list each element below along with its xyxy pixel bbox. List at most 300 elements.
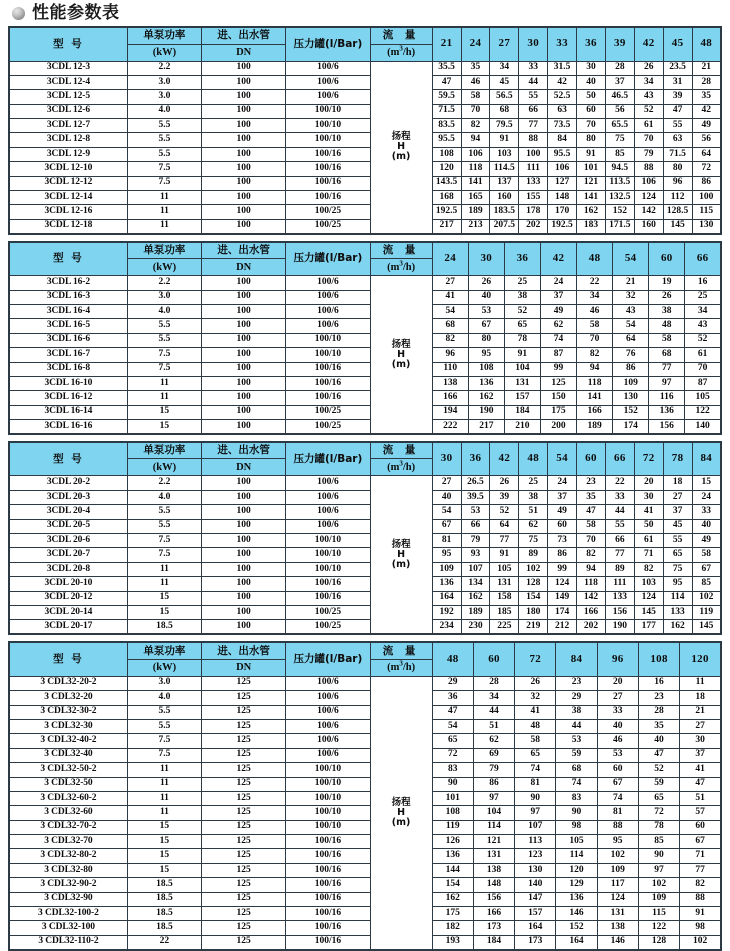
- tables-container: [0, 26, 730, 951]
- cell-head-value: 141: [461, 176, 490, 190]
- cell-dn: 125: [202, 705, 286, 719]
- cell-head-value: 71: [634, 548, 663, 562]
- cell-head-value: 44: [556, 719, 597, 733]
- col-header-tank: 压力罐(l/Bar): [286, 442, 370, 476]
- cell-head-value: 68: [490, 104, 519, 118]
- table-row: [9, 333, 721, 347]
- cell-model: 3CDL 20-4: [9, 505, 127, 519]
- cell-head-value: 44: [519, 75, 548, 89]
- cell-dn: 125: [202, 676, 286, 690]
- cell-power: 5.5: [127, 519, 201, 533]
- cell-head-value: 62: [540, 319, 576, 333]
- cell-head-value: 103: [490, 147, 519, 161]
- cell-dn: 125: [202, 791, 286, 805]
- cell-head-value: 50: [634, 519, 663, 533]
- table-row: [9, 935, 721, 949]
- table-row: [9, 777, 721, 791]
- cell-head-value: 164: [515, 921, 556, 935]
- cell-head-value: 82: [432, 333, 468, 347]
- col-header-pipe: 进、出水管: [202, 442, 286, 459]
- cell-head-value: 82: [577, 348, 613, 362]
- flow-rate-header-48: 48: [432, 642, 473, 676]
- cell-head-value: 55: [663, 534, 692, 548]
- table-row: [9, 519, 721, 533]
- cell-head-value: 175: [540, 405, 576, 419]
- cell-head-value: 67: [692, 562, 721, 576]
- cell-head-value: 110: [432, 362, 468, 376]
- cell-power: 7.5: [127, 534, 201, 548]
- cell-head-value: 174: [548, 606, 577, 620]
- cell-model: 3 CDL32-80: [9, 863, 127, 877]
- flow-rate-header-48: 48: [577, 242, 613, 276]
- cell-head-value: 41: [432, 290, 468, 304]
- cell-head-value: 95.5: [432, 133, 461, 147]
- cell-head-value: 133: [519, 176, 548, 190]
- cell-power: 2.2: [127, 476, 201, 490]
- cell-dn: 125: [202, 734, 286, 748]
- cell-head-axis-label: 扬程 H (m): [370, 61, 432, 234]
- cell-tank: 100/16: [286, 935, 370, 949]
- cell-tank: 100/6: [286, 75, 370, 89]
- cell-head-value: 35: [461, 61, 490, 75]
- cell-tank: 100/6: [286, 734, 370, 748]
- table-row: [9, 691, 721, 705]
- col-header-pipe: 进、出水管: [202, 242, 286, 259]
- cell-head-value: 130: [613, 391, 649, 405]
- cell-head-value: 84: [548, 133, 577, 147]
- cell-power: 15: [127, 849, 201, 863]
- cell-model: 3CDL 12-16: [9, 205, 127, 219]
- cell-head-value: 145: [692, 620, 721, 634]
- cell-dn: 100: [202, 276, 286, 290]
- cell-head-value: 115: [638, 907, 679, 921]
- cell-head-value: 162: [577, 205, 606, 219]
- cell-head-value: 136: [432, 849, 473, 863]
- cell-model: 3CDL 20-5: [9, 519, 127, 533]
- table-row: [9, 606, 721, 620]
- cell-head-value: 40: [468, 290, 504, 304]
- cell-dn: 100: [202, 176, 286, 190]
- table-row: [9, 562, 721, 576]
- cell-head-value: 77: [490, 534, 519, 548]
- cell-head-value: 154: [432, 878, 473, 892]
- cell-head-value: 94: [461, 133, 490, 147]
- cell-head-value: 97: [515, 806, 556, 820]
- cell-head-value: 113.5: [605, 176, 634, 190]
- cell-head-value: 95: [663, 577, 692, 591]
- cell-power: 11: [127, 191, 201, 205]
- cell-head-value: 127: [548, 176, 577, 190]
- cell-head-value: 189: [461, 606, 490, 620]
- flow-rate-header-108: 108: [638, 642, 679, 676]
- cell-head-value: 38: [504, 290, 540, 304]
- cell-dn: 100: [202, 420, 286, 434]
- cell-head-value: 122: [638, 921, 679, 935]
- cell-model: 3 CDL32-110-2: [9, 935, 127, 949]
- cell-head-value: 170: [548, 205, 577, 219]
- cell-head-value: 37: [605, 75, 634, 89]
- cell-head-value: 164: [556, 935, 597, 949]
- cell-tank: 100/10: [286, 133, 370, 147]
- cell-head-value: 96: [432, 348, 468, 362]
- cell-head-value: 74: [515, 763, 556, 777]
- cell-head-value: 138: [597, 921, 638, 935]
- flow-rate-header-24: 24: [461, 27, 490, 61]
- col-header-power: 单泵功率: [127, 242, 201, 259]
- cell-head-value: 91: [490, 548, 519, 562]
- cell-tank: 100/25: [286, 606, 370, 620]
- cell-head-value: 109: [613, 376, 649, 390]
- cell-head-value: 166: [577, 606, 606, 620]
- table-row: [9, 748, 721, 762]
- cell-model: 3CDL 20-14: [9, 606, 127, 620]
- cell-head-value: 23: [577, 476, 606, 490]
- table-header-row-primary: [9, 242, 721, 259]
- cell-head-value: 123: [515, 849, 556, 863]
- cell-head-value: 190: [468, 405, 504, 419]
- cell-head-value: 152: [556, 921, 597, 935]
- cell-head-value: 213: [461, 219, 490, 233]
- cell-model: 3 CDL32-90: [9, 892, 127, 906]
- cell-model: 3CDL 12-18: [9, 219, 127, 233]
- col-header-tank: 压力罐(l/Bar): [286, 27, 370, 61]
- cell-model: 3 CDL32-30: [9, 719, 127, 733]
- cell-head-value: 34: [490, 61, 519, 75]
- cell-power: 11: [127, 791, 201, 805]
- cell-head-value: 82: [680, 878, 721, 892]
- cell-head-value: 111: [519, 162, 548, 176]
- cell-head-value: 83.5: [432, 119, 461, 133]
- spec-table-block: [0, 641, 730, 950]
- cell-head-value: 140: [685, 420, 721, 434]
- flow-rate-header-36: 36: [461, 442, 490, 476]
- cell-head-value: 85: [605, 147, 634, 161]
- cell-tank: 100/6: [286, 676, 370, 690]
- cell-head-value: 58: [461, 90, 490, 104]
- cell-head-value: 149: [548, 591, 577, 605]
- cell-head-value: 88: [519, 133, 548, 147]
- cell-head-value: 71: [680, 849, 721, 863]
- cell-head-value: 115: [692, 205, 721, 219]
- cell-head-value: 91: [504, 348, 540, 362]
- cell-head-value: 230: [461, 620, 490, 634]
- cell-head-axis-label: 扬程 H (m): [370, 476, 432, 634]
- cell-head-value: 166: [432, 391, 468, 405]
- cell-model: 3 CDL32-20-2: [9, 676, 127, 690]
- cell-head-value: 20: [634, 476, 663, 490]
- cell-head-value: 131: [490, 577, 519, 591]
- cell-head-value: 118: [577, 376, 613, 390]
- cell-head-value: 207.5: [490, 219, 519, 233]
- cell-head-value: 42: [692, 104, 721, 118]
- cell-head-value: 73: [548, 534, 577, 548]
- col-header-power: 单泵功率: [127, 27, 201, 44]
- cell-tank: 100/6: [286, 705, 370, 719]
- cell-head-value: 32: [515, 691, 556, 705]
- cell-head-value: 66: [519, 104, 548, 118]
- cell-head-value: 160: [634, 219, 663, 233]
- cell-tank: 100/16: [286, 878, 370, 892]
- cell-dn: 125: [202, 935, 286, 949]
- cell-head-value: 217: [468, 420, 504, 434]
- cell-power: 15: [127, 835, 201, 849]
- cell-power: 5.5: [127, 133, 201, 147]
- cell-tank: 100/16: [286, 577, 370, 591]
- cell-head-value: 94.5: [605, 162, 634, 176]
- cell-head-value: 79.5: [490, 119, 519, 133]
- cell-head-value: 85: [692, 577, 721, 591]
- cell-head-value: 61: [685, 348, 721, 362]
- table-row: [9, 205, 721, 219]
- cell-model: 3CDL 16-3: [9, 290, 127, 304]
- cell-power: 11: [127, 391, 201, 405]
- cell-head-value: 168: [432, 191, 461, 205]
- cell-head-value: 37: [663, 505, 692, 519]
- cell-head-value: 43: [634, 90, 663, 104]
- cell-head-value: 118: [461, 162, 490, 176]
- cell-head-value: 65: [432, 734, 473, 748]
- cell-power: 5.5: [127, 505, 201, 519]
- cell-model: 3CDL 20-6: [9, 534, 127, 548]
- cell-head-value: 106: [548, 162, 577, 176]
- cell-head-value: 105: [556, 835, 597, 849]
- cell-head-value: 45: [490, 75, 519, 89]
- flow-rate-header-96: 96: [597, 642, 638, 676]
- cell-head-value: 171.5: [605, 219, 634, 233]
- cell-head-value: 51: [519, 505, 548, 519]
- cell-head-value: 189: [461, 205, 490, 219]
- cell-head-value: 132.5: [605, 191, 634, 205]
- cell-dn: 125: [202, 691, 286, 705]
- cell-model: 3CDL 16-7: [9, 348, 127, 362]
- cell-tank: 100/6: [286, 519, 370, 533]
- cell-head-value: 166: [577, 405, 613, 419]
- cell-head-value: 118: [577, 577, 606, 591]
- cell-dn: 100: [202, 519, 286, 533]
- cell-dn: 125: [202, 921, 286, 935]
- cell-head-value: 63: [548, 104, 577, 118]
- flow-rate-header-27: 27: [490, 27, 519, 61]
- cell-head-value: 122: [685, 405, 721, 419]
- cell-head-value: 120: [556, 863, 597, 877]
- cell-head-value: 46: [461, 75, 490, 89]
- cell-head-value: 200: [540, 420, 576, 434]
- cell-tank: 100/10: [286, 348, 370, 362]
- cell-head-value: 68: [556, 763, 597, 777]
- table-row: [9, 376, 721, 390]
- cell-head-value: 194: [432, 405, 468, 419]
- cell-model: 3 CDL32-60-2: [9, 791, 127, 805]
- cell-tank: 100/16: [286, 162, 370, 176]
- cell-head-value: 101: [432, 791, 473, 805]
- cell-head-value: 102: [680, 935, 721, 949]
- cell-model: 3CDL 16-4: [9, 304, 127, 318]
- cell-head-value: 112: [663, 191, 692, 205]
- cell-head-value: 28: [638, 705, 679, 719]
- cell-head-value: 70: [461, 104, 490, 118]
- cell-head-value: 41: [634, 505, 663, 519]
- table-row: [9, 420, 721, 434]
- cell-model: 3CDL 20-17: [9, 620, 127, 634]
- cell-tank: 100/16: [286, 376, 370, 390]
- cell-power: 11: [127, 219, 201, 233]
- cell-head-value: 210: [504, 420, 540, 434]
- sphere-bullet-icon: [12, 7, 25, 20]
- cell-power: 18.5: [127, 921, 201, 935]
- flow-rate-header-24: 24: [432, 242, 468, 276]
- cell-dn: 125: [202, 849, 286, 863]
- cell-tank: 100/10: [286, 763, 370, 777]
- cell-head-value: 202: [577, 620, 606, 634]
- cell-head-value: 86: [692, 176, 721, 190]
- cell-dn: 100: [202, 505, 286, 519]
- flow-rate-header-72: 72: [634, 442, 663, 476]
- cell-tank: 100/6: [286, 90, 370, 104]
- cell-head-value: 34: [473, 691, 514, 705]
- cell-head-value: 49: [548, 505, 577, 519]
- cell-head-value: 47: [432, 705, 473, 719]
- cell-head-value: 97: [649, 376, 685, 390]
- cell-head-value: 109: [638, 892, 679, 906]
- cell-head-value: 31.5: [548, 61, 577, 75]
- cell-tank: 100/6: [286, 691, 370, 705]
- col-header-flow: 流 量: [370, 442, 432, 459]
- table-row: [9, 276, 721, 290]
- cell-head-value: 113: [515, 835, 556, 849]
- cell-model: 3 CDL32-90-2: [9, 878, 127, 892]
- cell-head-value: 55: [605, 519, 634, 533]
- table-row: [9, 119, 721, 133]
- flow-rate-header-21: 21: [432, 27, 461, 61]
- table-header-row-primary: [9, 442, 721, 459]
- cell-head-value: 38: [556, 705, 597, 719]
- cell-head-value: 67: [680, 835, 721, 849]
- cell-head-axis-label: 扬程 H (m): [370, 276, 432, 434]
- cell-head-value: 98: [556, 820, 597, 834]
- cell-head-value: 147: [515, 892, 556, 906]
- cell-head-value: 33: [692, 505, 721, 519]
- spec-table: [8, 241, 722, 435]
- cell-power: 7.5: [127, 362, 201, 376]
- cell-model: 3CDL 20-10: [9, 577, 127, 591]
- cell-head-value: 137: [490, 176, 519, 190]
- cell-dn: 100: [202, 219, 286, 233]
- flow-rate-header-39: 39: [605, 27, 634, 61]
- cell-head-value: 189: [577, 420, 613, 434]
- cell-head-value: 124: [548, 577, 577, 591]
- cell-power: 18.5: [127, 620, 201, 634]
- table-row: [9, 304, 721, 318]
- cell-head-value: 81: [597, 806, 638, 820]
- cell-head-value: 29: [556, 691, 597, 705]
- cell-head-value: 85: [638, 835, 679, 849]
- cell-head-value: 27: [663, 490, 692, 504]
- cell-power: 4.0: [127, 691, 201, 705]
- table-row: [9, 290, 721, 304]
- cell-head-value: 75: [663, 562, 692, 576]
- cell-head-value: 146: [556, 907, 597, 921]
- cell-head-value: 156: [605, 606, 634, 620]
- cell-head-value: 32: [613, 290, 649, 304]
- cell-head-value: 162: [461, 591, 490, 605]
- cell-head-value: 225: [490, 620, 519, 634]
- cell-head-value: 18: [663, 476, 692, 490]
- cell-head-value: 67: [597, 777, 638, 791]
- cell-head-value: 111: [605, 577, 634, 591]
- cell-power: 11: [127, 376, 201, 390]
- col-header-pipe-unit: DN: [202, 259, 286, 276]
- cell-head-value: 19: [649, 276, 685, 290]
- cell-head-value: 25: [519, 476, 548, 490]
- cell-dn: 125: [202, 820, 286, 834]
- cell-dn: 100: [202, 362, 286, 376]
- cell-head-value: 87: [540, 348, 576, 362]
- cell-power: 4.0: [127, 490, 201, 504]
- cell-head-value: 46: [577, 304, 613, 318]
- cell-model: 3CDL 20-3: [9, 490, 127, 504]
- cell-head-value: 37: [680, 748, 721, 762]
- cell-head-value: 64: [692, 147, 721, 161]
- table-row: [9, 835, 721, 849]
- cell-head-value: 64: [490, 519, 519, 533]
- cell-head-value: 49: [692, 119, 721, 133]
- cell-dn: 100: [202, 606, 286, 620]
- table-row: [9, 705, 721, 719]
- flow-rate-header-30: 30: [468, 242, 504, 276]
- cell-head-value: 88: [680, 892, 721, 906]
- cell-head-value: 44: [473, 705, 514, 719]
- cell-power: 5.5: [127, 119, 201, 133]
- col-header-flow: 流 量: [370, 27, 432, 44]
- cell-dn: 100: [202, 75, 286, 89]
- cell-head-value: 166: [473, 907, 514, 921]
- cell-head-value: 57: [680, 806, 721, 820]
- cell-head-value: 102: [692, 591, 721, 605]
- cell-dn: 125: [202, 806, 286, 820]
- cell-head-value: 24: [548, 476, 577, 490]
- cell-head-value: 80: [663, 162, 692, 176]
- cell-head-value: 106: [461, 147, 490, 161]
- cell-head-value: 138: [473, 863, 514, 877]
- cell-head-value: 37: [548, 490, 577, 504]
- cell-model: 3CDL 12-12: [9, 176, 127, 190]
- cell-dn: 125: [202, 907, 286, 921]
- cell-head-value: 48: [649, 319, 685, 333]
- cell-head-value: 78: [504, 333, 540, 347]
- cell-head-value: 65: [638, 791, 679, 805]
- table-row: [9, 219, 721, 233]
- cell-head-value: 65: [663, 548, 692, 562]
- cell-head-value: 192.5: [548, 219, 577, 233]
- cell-dn: 100: [202, 319, 286, 333]
- cell-power: 7.5: [127, 348, 201, 362]
- cell-head-value: 49: [540, 304, 576, 318]
- cell-model: 3 CDL32-80-2: [9, 849, 127, 863]
- cell-model: 3 CDL32-20: [9, 691, 127, 705]
- cell-head-value: 158: [490, 591, 519, 605]
- cell-tank: 100/10: [286, 534, 370, 548]
- cell-head-value: 75: [519, 534, 548, 548]
- cell-dn: 100: [202, 119, 286, 133]
- flow-rate-header-48: 48: [519, 442, 548, 476]
- cell-head-value: 145: [634, 606, 663, 620]
- cell-head-value: 65: [515, 748, 556, 762]
- cell-power: 2.2: [127, 61, 201, 75]
- cell-head-value: 133: [605, 591, 634, 605]
- cell-head-value: 71.5: [663, 147, 692, 161]
- cell-head-value: 190: [605, 620, 634, 634]
- flow-rate-header-84: 84: [692, 442, 721, 476]
